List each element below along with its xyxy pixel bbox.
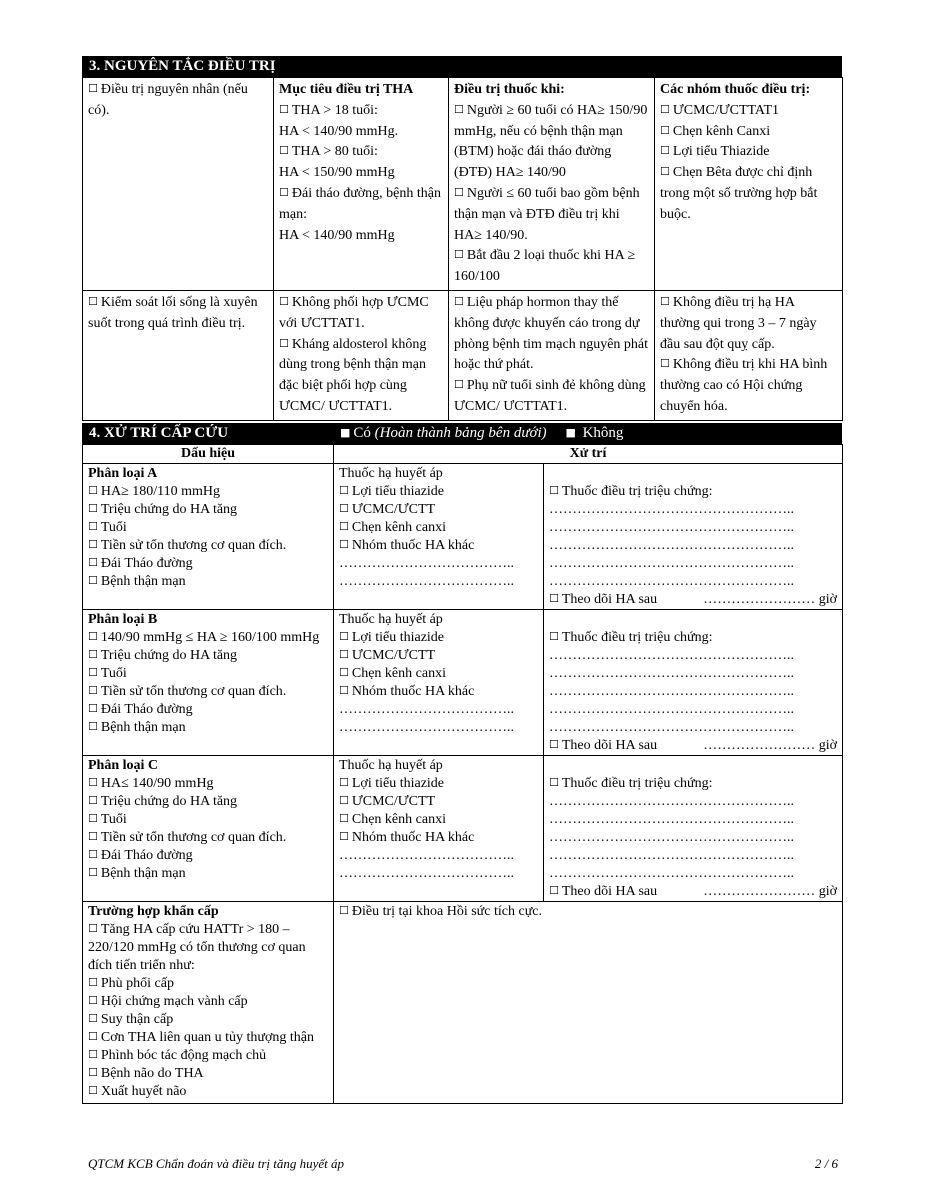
checkbox-empty-icon[interactable]: ☐	[660, 102, 670, 116]
checkbox-empty-icon[interactable]: ☐	[88, 1011, 98, 1025]
item-text: HA≥ 180/110 mmHg	[100, 483, 221, 499]
checklist-item	[454, 246, 649, 288]
drug-item	[339, 829, 538, 847]
checkbox-filled-icon[interactable]: ■	[565, 425, 576, 439]
sign-item	[88, 701, 328, 719]
item-text: Liệu pháp hormon thay thế không được khuyến cáo trong dự phòng bệnh tim mạch nguyên phát hoặc thứ phát.	[454, 294, 649, 373]
checklist-item	[279, 335, 443, 418]
sign-item	[88, 501, 328, 519]
sign-item	[88, 811, 328, 829]
checkbox-empty-icon[interactable]: ☐	[88, 921, 98, 935]
item-text: Nhóm thuốc HA khác	[351, 829, 475, 845]
blank-line[interactable]: ……………………………………………..	[549, 573, 794, 589]
item-text: Nhóm thuốc HA khác	[351, 683, 475, 699]
checkbox-empty-icon[interactable]: ☐	[339, 903, 349, 917]
item-text: Thuốc điều trị triệu chứng:	[561, 775, 713, 791]
blank-line[interactable]: ……………………………………………..	[549, 555, 794, 571]
checkbox-empty-icon[interactable]: ☐	[339, 683, 349, 697]
section3-title	[82, 56, 842, 77]
blank-line[interactable]: ………………………………..	[339, 847, 514, 863]
checkbox-empty-icon[interactable]: ☐	[88, 847, 98, 861]
checklist-item	[454, 101, 649, 184]
section3-title-text: 3. NGUYÊN TẮC ĐIỀU TRỊ	[89, 58, 276, 74]
blank-line[interactable]: ……………………………………………..	[549, 811, 794, 827]
checkbox-empty-icon[interactable]: ☐	[549, 591, 559, 605]
item-text: Đái Tháo đường	[100, 555, 193, 571]
sign-item	[88, 519, 328, 537]
item-text: Cơn THA liên quan u tủy thượng thận	[100, 1029, 314, 1045]
emergency-item	[88, 1011, 328, 1029]
checklist-item	[279, 163, 443, 184]
item-text: Phù phổi cấp	[100, 975, 174, 991]
drug-title: Thuốc hạ huyết áp	[339, 757, 443, 773]
sign-item	[88, 573, 328, 591]
follow-blank[interactable]: ……………………	[703, 591, 816, 607]
document-page	[82, 56, 842, 1104]
item-text: Lợi tiểu thiazide	[351, 483, 445, 499]
drug-item	[339, 483, 538, 501]
group-symptom-treatment	[544, 463, 843, 609]
sign-item	[88, 793, 328, 811]
item-text: Chẹn Bêta được chỉ định trong một số trường hợp bắt buộc.	[660, 165, 818, 222]
blank-line[interactable]: ……………………………………………..	[549, 865, 794, 881]
item-text: Suy thận cấp	[100, 1011, 174, 1027]
item-text: Phình bóc tác động mạch chủ	[100, 1047, 267, 1063]
group-drugs	[334, 609, 544, 755]
principles-table	[82, 77, 843, 421]
checkbox-empty-icon[interactable]: ☐	[660, 357, 670, 371]
item-text: Chẹn kênh canxi	[351, 519, 446, 535]
checkbox-empty-icon[interactable]: ☐	[88, 1065, 98, 1079]
item-text: Theo dõi HA sau	[561, 591, 658, 607]
sign-item	[88, 647, 328, 665]
item-text: Chẹn kênh Canxi	[672, 123, 771, 139]
item-text: Người ≤ 60 tuổi bao gồm bệnh thận mạn và ĐTĐ điều trị khi HA≥ 140/90.	[454, 185, 640, 243]
item-text: Tiền sử tổn thương cơ quan đích.	[100, 683, 287, 699]
item-text: HA < 140/90 mmHg.	[279, 123, 399, 139]
checkbox-empty-icon[interactable]: ☐	[88, 82, 98, 95]
principles-row-1	[83, 78, 843, 291]
sign-item	[88, 865, 328, 883]
follow-up-line	[549, 737, 837, 755]
checklist-item	[88, 80, 268, 122]
item-text: ƯCMC/ƯCTT	[351, 793, 436, 809]
checkbox-empty-icon[interactable]: ☐	[339, 647, 349, 661]
follow-blank[interactable]: ……………………	[703, 883, 816, 899]
principles-r1-c2	[274, 78, 449, 291]
checkbox-empty-icon[interactable]: ☐	[88, 665, 98, 679]
checkbox-empty-icon[interactable]: ☐	[279, 102, 289, 116]
group-row	[83, 609, 843, 755]
follow-unit: giờ	[818, 737, 837, 753]
checkbox-empty-icon[interactable]: ☐	[88, 793, 98, 807]
item-text: Thuốc điều trị triệu chứng:	[561, 629, 713, 645]
checkbox-empty-icon[interactable]: ☐	[660, 294, 670, 308]
checklist-item	[279, 184, 443, 226]
item-text: Nhóm thuốc HA khác	[351, 537, 475, 553]
drug-item	[339, 683, 538, 701]
blank-line[interactable]: ……………………………………………..	[549, 519, 794, 535]
checkbox-empty-icon[interactable]: ☐	[279, 294, 289, 308]
follow-up-line	[549, 591, 837, 609]
checkbox-empty-icon[interactable]: ☐	[549, 629, 559, 643]
drug-when-title: Điều trị thuốc khi:	[454, 82, 565, 97]
group-drugs	[334, 463, 544, 609]
item-text: THA > 80 tuổi:	[291, 144, 378, 160]
drug-item	[339, 629, 538, 647]
emergency-item	[88, 1083, 328, 1101]
checkbox-empty-icon[interactable]: ☐	[88, 865, 98, 879]
item-text: Xuất huyết não	[100, 1083, 187, 1099]
checkbox-empty-icon[interactable]: ☐	[454, 185, 464, 199]
checklist-item	[454, 184, 649, 246]
item-text: Triệu chứng do HA tăng	[100, 647, 238, 663]
sign-item	[88, 719, 328, 737]
group-drugs	[334, 755, 544, 901]
sign-item	[88, 683, 328, 701]
blank-line[interactable]: ……………………………………………..	[549, 665, 794, 681]
section4-title	[82, 423, 842, 444]
item-text: 140/90 mmHg ≤ HA ≥ 160/100 mmHg	[100, 629, 320, 645]
checklist-item	[660, 122, 837, 143]
drug-item	[339, 537, 538, 555]
blank-line[interactable]: ……………………………………………..	[549, 847, 794, 863]
item-text: HA < 150/90 mmHg	[279, 165, 395, 181]
emergency-item	[88, 993, 328, 1011]
group-signs	[83, 463, 334, 609]
checklist-item	[660, 142, 837, 163]
checkbox-empty-icon[interactable]: ☐	[454, 378, 464, 392]
group-signs	[83, 609, 334, 755]
drug-title: Thuốc hạ huyết áp	[339, 465, 443, 481]
emergency-treatment-item: ☐ Điều trị tại khoa Hồi sức tích cực.	[339, 903, 542, 919]
item-text: Điều trị nguyên nhân (nếu có).	[88, 82, 248, 118]
sign-item	[88, 775, 328, 793]
checkbox-empty-icon[interactable]: ☐	[88, 701, 98, 715]
item-text: Bệnh thận mạn	[100, 719, 186, 735]
group-symptom-treatment	[544, 755, 843, 901]
follow-label	[549, 883, 657, 901]
checklist-item	[279, 101, 443, 122]
follow-unit: giờ	[818, 591, 837, 607]
item-text: Đái tháo đường, bệnh thận mạn:	[279, 185, 442, 222]
drug-groups-title: Các nhóm thuốc điều trị:	[660, 82, 811, 97]
checkbox-empty-icon[interactable]: ☐	[88, 537, 98, 551]
option-yes[interactable]: ■ Có (Hoàn thành bảng bên dưới)	[340, 424, 547, 441]
checklist-item	[279, 226, 443, 247]
emergency-table	[82, 444, 843, 1104]
blank-line[interactable]: ……………………………………………..	[549, 683, 794, 699]
item-text: Không phối hợp ƯCMC với ƯCTTAT1.	[279, 294, 429, 331]
item-text: Kháng aldosterol không dùng trong bệnh thận mạn đặc biệt phối hợp cùng ƯCMC/ ƯCTTAT1.	[279, 336, 427, 414]
blank-line[interactable]: ………………………………..	[339, 573, 514, 589]
blank-line[interactable]: ……………………………………………..	[549, 647, 794, 663]
option-no[interactable]: ■ Không	[565, 424, 624, 441]
checkbox-empty-icon[interactable]: ☐	[549, 737, 559, 751]
checkbox-empty-icon[interactable]: ☐	[88, 1029, 98, 1043]
checkbox-empty-icon[interactable]: ☐	[88, 501, 98, 515]
section4-options	[340, 423, 623, 444]
item-text: Hội chứng mạch vành cấp	[100, 993, 248, 1009]
symptom-title	[549, 775, 837, 793]
item-text: Tuổi	[100, 519, 127, 535]
item-text: Chẹn kênh canxi	[351, 811, 446, 827]
follow-unit: giờ	[818, 883, 837, 899]
item-text: Không điều trị khi HA bình thường cao có Hội chứng chuyển hóa.	[660, 357, 828, 414]
drug-item	[339, 665, 538, 683]
principles-r1-c3	[449, 78, 655, 291]
item-text: Bắt đầu 2 loại thuốc khi HA ≥ 160/100	[454, 248, 636, 285]
sign-item	[88, 847, 328, 865]
drug-title: Thuốc hạ huyết áp	[339, 611, 443, 627]
checkbox-empty-icon[interactable]: ☐	[88, 647, 98, 661]
page-footer	[88, 1156, 838, 1172]
group-signs	[83, 755, 334, 901]
checkbox-empty-icon[interactable]: ☐	[660, 123, 670, 137]
checkbox-empty-icon[interactable]: ☐	[339, 519, 349, 533]
item-text: Triệu chứng do HA tăng	[100, 793, 238, 809]
checklist-item	[660, 163, 837, 225]
blank-line[interactable]: ……………………………………………..	[549, 537, 794, 553]
item-text: Theo dõi HA sau	[561, 737, 658, 753]
item-text: ƯCMC/ƯCTT	[351, 647, 436, 663]
checkbox-empty-icon[interactable]: ☐	[279, 336, 289, 350]
checklist-item	[454, 376, 649, 418]
item-text: Phụ nữ tuổi sinh đẻ không dùng ƯCMC/ ƯCTTAT1.	[454, 378, 646, 414]
targets-title: Mục tiêu điều trị THA	[279, 82, 414, 97]
checkbox-empty-icon[interactable]: ☐	[88, 975, 98, 989]
checkbox-empty-icon[interactable]: ☐	[88, 294, 98, 308]
checkbox-empty-icon[interactable]: ☐	[339, 829, 349, 843]
item-text: Người ≥ 60 tuổi có HA≥ 150/90 mmHg, nếu có bệnh thận mạn (BTM) hoặc đái tháo đường (ĐTĐ) HA≥ 140/90	[454, 102, 648, 181]
principles-row-2	[83, 290, 843, 420]
group-symptom-treatment	[544, 609, 843, 755]
checkbox-empty-icon[interactable]: ☐	[88, 829, 98, 843]
item-text: HA≤ 140/90 mmHg	[100, 775, 214, 791]
group-name: Phân loại C	[88, 757, 159, 773]
item-text: Lợi tiểu Thiazide	[672, 144, 770, 160]
blank-line[interactable]: ………………………………..	[339, 701, 514, 717]
sign-item	[88, 537, 328, 555]
checkbox-empty-icon[interactable]: ☐	[549, 483, 559, 497]
item-text: Triệu chứng do HA tăng	[100, 501, 238, 517]
sign-item	[88, 555, 328, 573]
blank-line[interactable]: ……………………………………………..	[549, 701, 794, 717]
section4-title-text: 4. XỬ TRÍ CẤP CỨU	[89, 424, 229, 441]
checklist-item	[660, 101, 837, 122]
emergency-item	[88, 1065, 328, 1083]
col-signs-header: Dấu hiệu	[83, 444, 334, 463]
group-name: Phân loại B	[88, 611, 158, 627]
drug-item	[339, 519, 538, 537]
checklist-item	[660, 355, 837, 417]
blank-line[interactable]: ………………………………..	[339, 719, 514, 735]
follow-label	[549, 591, 657, 609]
emergency-signs	[83, 901, 334, 1103]
checkbox-empty-icon[interactable]: ☐	[88, 519, 98, 533]
blank-line[interactable]: ………………………………..	[339, 555, 514, 571]
checklist-item	[279, 142, 443, 163]
symptom-title	[549, 483, 837, 501]
principles-r2-c1	[83, 290, 274, 420]
sign-item	[88, 829, 328, 847]
item-text: Tuổi	[100, 811, 127, 827]
item-text: HA < 140/90 mmHg	[279, 227, 395, 243]
follow-up-line	[549, 883, 837, 901]
checkbox-empty-icon[interactable]: ☐	[549, 883, 559, 897]
drug-item	[339, 647, 538, 665]
principles-r2-c2	[274, 290, 449, 420]
drug-item	[339, 501, 538, 519]
checkbox-empty-icon[interactable]: ☐	[660, 165, 670, 179]
sign-item	[88, 665, 328, 683]
checklist-item	[279, 293, 443, 335]
follow-label	[549, 737, 657, 755]
emergency-intro: ☐ Tăng HA cấp cứu HATTr > 180 – 220/120 mmHg có tổn thương cơ quan đích tiến triển như:	[88, 921, 306, 973]
emergency-item	[88, 975, 328, 993]
item-text: Theo dõi HA sau	[561, 883, 658, 899]
checkbox-empty-icon[interactable]: ☐	[339, 501, 349, 515]
item-text: Bệnh thận mạn	[100, 573, 186, 589]
item-text: ƯCMC/ƯCTT	[351, 501, 436, 517]
item-text: Bệnh thận mạn	[100, 865, 186, 881]
emergency-header-row	[83, 444, 843, 463]
checkbox-empty-icon[interactable]: ☐	[339, 811, 349, 825]
item-text: Đái Tháo đường	[100, 701, 193, 717]
group-name: Phân loại A	[88, 465, 158, 481]
checkbox-empty-icon[interactable]: ☐	[339, 629, 349, 643]
principles-r1-c4	[655, 78, 843, 291]
checkbox-empty-icon[interactable]: ☐	[279, 185, 289, 199]
sign-item	[88, 629, 328, 647]
checklist-item	[279, 122, 443, 143]
blank-line[interactable]: ……………………………………………..	[549, 793, 794, 809]
checkbox-empty-icon[interactable]: ☐	[454, 294, 464, 308]
symptom-title	[549, 629, 837, 647]
checkbox-empty-icon[interactable]: ☐	[339, 483, 349, 497]
principles-r1-c1	[83, 78, 274, 291]
emergency-treatment	[334, 901, 843, 1103]
checklist-item	[660, 293, 837, 355]
emergency-row	[83, 901, 843, 1103]
checkbox-empty-icon[interactable]: ☐	[88, 1083, 98, 1097]
item-text: Lợi tiểu thiazide	[351, 629, 445, 645]
blank-line[interactable]: ……………………………………………..	[549, 719, 794, 735]
sign-item	[88, 483, 328, 501]
checkbox-empty-icon[interactable]: ☐	[88, 811, 98, 825]
checkbox-empty-icon[interactable]: ☐	[339, 775, 349, 789]
item-text: Chẹn kênh canxi	[351, 665, 446, 681]
principles-r2-c3	[449, 290, 655, 420]
blank-line[interactable]: ………………………………..	[339, 865, 514, 881]
item-text: ƯCMC/ƯCTTAT1	[672, 102, 780, 118]
checkbox-empty-icon[interactable]: ☐	[339, 537, 349, 551]
checkbox-empty-icon[interactable]: ☐	[454, 102, 464, 116]
checkbox-empty-icon[interactable]: ☐	[88, 683, 98, 697]
checkbox-empty-icon[interactable]: ☐	[454, 248, 464, 262]
checkbox-empty-icon[interactable]: ☐	[279, 144, 289, 158]
checkbox-empty-icon[interactable]: ☐	[660, 144, 670, 158]
item-text: Không điều trị hạ HA thường qui trong 3 – 7 ngày đầu sau đột quỵ cấp.	[660, 294, 817, 352]
checklist-item	[454, 293, 649, 376]
checkbox-empty-icon[interactable]: ☐	[88, 775, 98, 789]
item-text: Thuốc điều trị triệu chứng:	[561, 483, 713, 499]
checklist-item	[88, 293, 268, 335]
checkbox-empty-icon[interactable]: ☐	[88, 629, 98, 643]
footer-title: QTCM KCB Chẩn đoán và điều trị tăng huyết áp	[88, 1156, 345, 1171]
emergency-item	[88, 1029, 328, 1047]
drug-item	[339, 793, 538, 811]
blank-line[interactable]: ……………………………………………..	[549, 501, 794, 517]
checkbox-empty-icon[interactable]: ☐	[549, 775, 559, 789]
blank-line[interactable]: ……………………………………………..	[549, 829, 794, 845]
checkbox-empty-icon[interactable]: ☐	[88, 993, 98, 1007]
item-text: Kiểm soát lối sống là xuyên suốt trong quá trình điều trị.	[88, 294, 258, 331]
drug-item	[339, 775, 538, 793]
col-treat-header: Xử trí	[334, 444, 843, 463]
emergency-item	[88, 1047, 328, 1065]
checkbox-empty-icon[interactable]: ☐	[88, 719, 98, 733]
checkbox-empty-icon[interactable]: ☐	[339, 793, 349, 807]
item-text: Tuổi	[100, 665, 127, 681]
checkbox-empty-icon[interactable]: ☐	[88, 483, 98, 497]
drug-item	[339, 811, 538, 829]
follow-blank[interactable]: ……………………	[703, 737, 816, 753]
checkbox-empty-icon[interactable]: ☐	[88, 1047, 98, 1061]
group-row	[83, 463, 843, 609]
item-text: Tiền sử tổn thương cơ quan đích.	[100, 829, 287, 845]
item-text: Tiền sử tổn thương cơ quan đích.	[100, 537, 287, 553]
checkbox-filled-icon[interactable]: ■	[340, 425, 351, 439]
emergency-name: Trường hợp khẩn cấp	[88, 903, 219, 919]
checkbox-empty-icon[interactable]: ☐	[339, 665, 349, 679]
item-text: Bệnh não do THA	[100, 1065, 204, 1081]
checkbox-empty-icon[interactable]: ☐	[88, 573, 98, 587]
item-text: Đái Tháo đường	[100, 847, 193, 863]
principles-r2-c4	[655, 290, 843, 420]
item-text: THA > 18 tuổi:	[291, 102, 378, 118]
item-text: Lợi tiểu thiazide	[351, 775, 445, 791]
page-number: 2 / 6	[814, 1156, 838, 1171]
group-row	[83, 755, 843, 901]
checkbox-empty-icon[interactable]: ☐	[88, 555, 98, 569]
